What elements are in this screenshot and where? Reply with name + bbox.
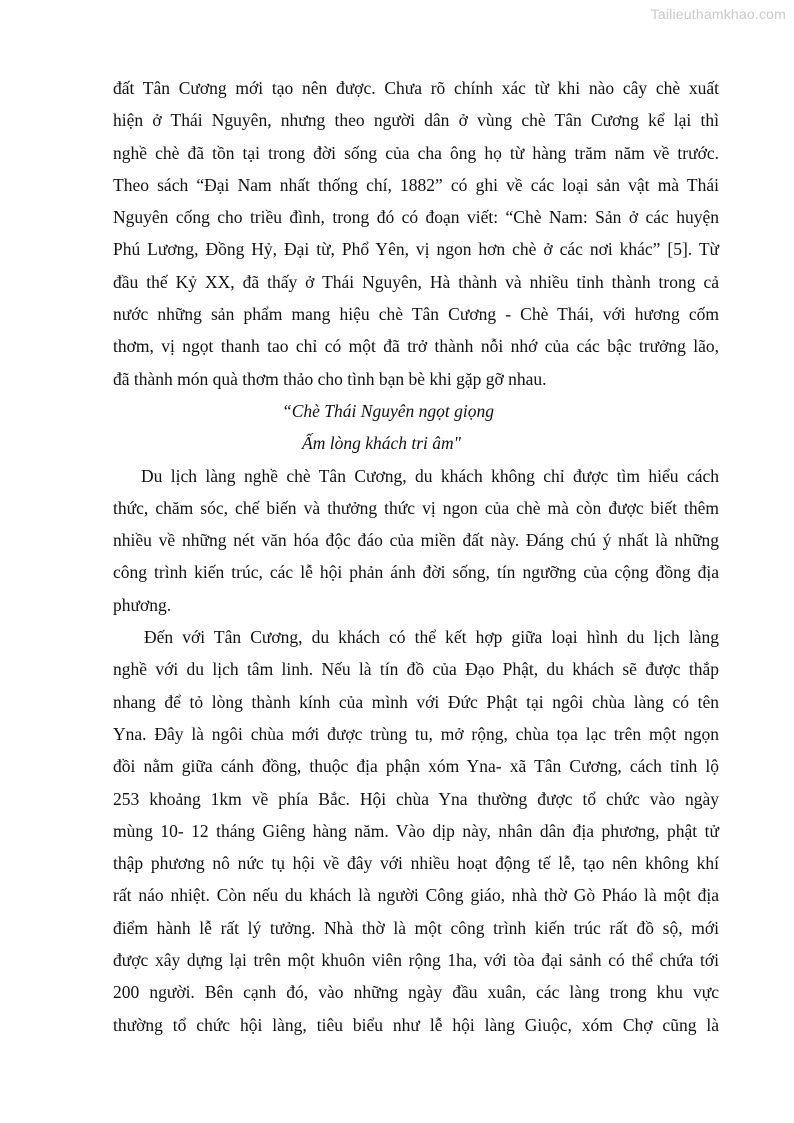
text-line: rất náo nhiệt. Còn nếu du khách là người Công giáo, nhà thờ Gò Pháo là một địa: [113, 885, 719, 906]
document-page: [113, 72, 719, 1041]
text-line: Yna. Đây là ngôi chùa mới được trùng tu, mở rộng, chùa tọa lạc trên một ngọn: [113, 723, 719, 744]
text-line: Đến với Tân Cương, du khách có thể kết hợp giữa loại hình du lịch làng: [144, 627, 719, 648]
text-line: nhiều về những nét văn hóa độc đáo của miền đất này. Đáng chú ý nhất là những: [113, 530, 719, 551]
paragraph-2: [113, 460, 719, 621]
text-line: mùng 10- 12 tháng Giêng hàng năm. Vào dịp này, nhân dân địa phương, phật tử: [113, 820, 719, 841]
text-line: điểm hành lễ rất lý tưởng. Nhà thờ là một công trình kiến trúc rất đồ sộ, mới: [113, 917, 719, 938]
poem-line: Ấm lòng khách tri âm": [302, 433, 461, 454]
text-line: thập phương nô nức tụ hội về đây với nhiều hoạt động tế lễ, tạo nên không khí: [113, 853, 719, 874]
text-line: đầu thế Kỷ XX, đã thấy ở Thái Nguyên, Hà thành và nhiều tỉnh thành trong cả: [113, 271, 719, 292]
text-line: Nguyên cống cho triều đình, trong đó có đoạn viết: “Chè Nam: Sản ở các huyện: [113, 207, 719, 228]
text-line: thơm, vị ngọt thanh tao chỉ có một đã trở thành nỗi nhớ của các bậc trưởng lão,: [113, 336, 719, 357]
paragraph-3: [113, 621, 719, 1041]
paragraph-1: [113, 72, 719, 395]
poem-quote: [113, 395, 719, 460]
watermark: Tailieuthamkhao.com: [650, 6, 786, 22]
text-line: nước những sản phẩm mang hiệu chè Tân Cương - Chè Thái, với hương cốm: [113, 304, 719, 325]
text-line: thức, chăm sóc, chế biến và thưởng thức vị ngon của chè mà còn được biết thêm: [113, 497, 719, 518]
text-line: hiện ở Thái Nguyên, nhưng theo người dân ở vùng chè Tân Cương kể lại thì: [113, 110, 719, 131]
text-line: đã thành món quà thơm thảo cho tình bạn bè khi gặp gỡ nhau.: [113, 368, 547, 389]
text-line: công trình kiến trúc, các lễ hội phản ánh đời sống, tín ngưỡng của cộng đồng địa: [113, 562, 719, 583]
text-line: đất Tân Cương mới tạo nên được. Chưa rõ chính xác từ khi nào cây chè xuất: [113, 78, 719, 98]
text-line: nghề với du lịch tâm linh. Nếu là tín đồ của Đạo Phật, du khách sẽ được thắp: [113, 659, 719, 680]
text-line: Du lịch làng nghề chè Tân Cương, du khách không chỉ được tìm hiểu cách: [141, 465, 719, 486]
text-line: đồi nằm giữa cánh đồng, thuộc địa phận xóm Yna- xã Tân Cương, cách tỉnh lộ: [113, 756, 719, 777]
text-line: Phú Lương, Đồng Hỷ, Đại từ, Phổ Yên, vị ngon hơn chè ở các nơi khác” [5]. Từ: [113, 239, 719, 260]
poem-line: “Chè Thái Nguyên ngọt giọng: [282, 400, 494, 421]
text-line: 253 khoảng 1km về phía Bắc. Hội chùa Yna thường được tổ chức vào ngày: [113, 788, 719, 809]
text-line: phương.: [113, 594, 172, 615]
text-line: 200 người. Bên cạnh đó, vào những ngày đầu xuân, các làng trong khu vực: [113, 982, 719, 1003]
text-line: nghề chè đã tồn tại trong đời sống của cha ông họ từ hàng trăm năm về trước.: [113, 142, 719, 163]
text-line: thường tổ chức hội làng, tiêu biểu như lễ hội làng Giuộc, xóm Chợ cũng là: [113, 1014, 719, 1035]
text-line: Theo sách “Đại Nam nhất thống chí, 1882” có ghi về các loại sản vật mà Thái: [113, 174, 719, 195]
text-line: được xây dựng lại trên một khuôn viên rộng 1ha, với tòa đại sảnh có thể chứa tới: [113, 950, 719, 971]
text-line: nhang để tỏ lòng thành kính của mình với Đức Phật tại ngôi chùa làng có tên: [113, 691, 719, 712]
